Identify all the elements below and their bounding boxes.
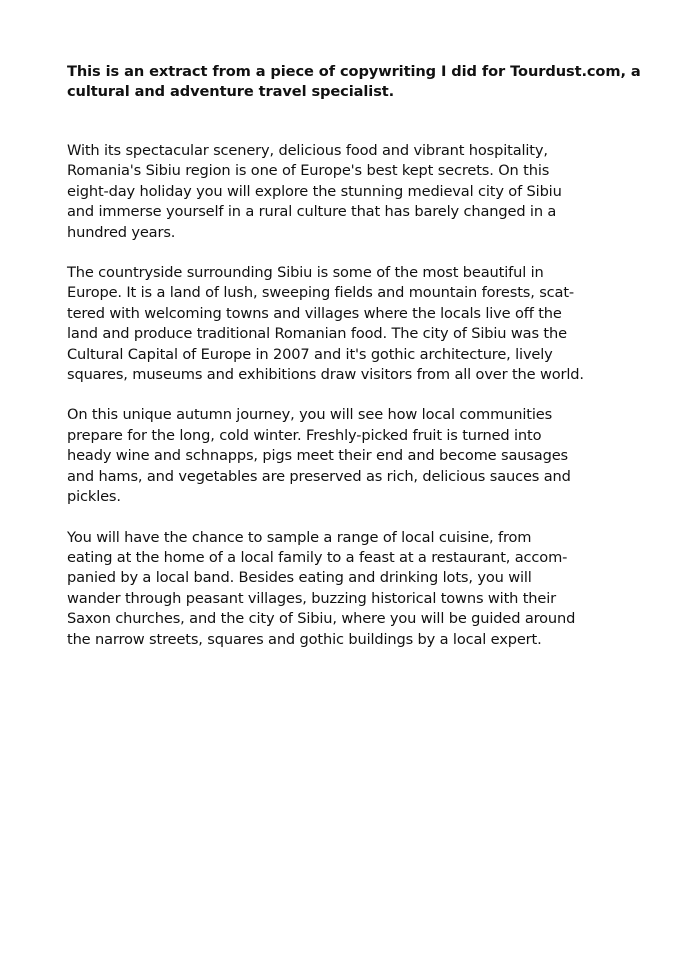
text-line: pickles.: [67, 488, 121, 506]
text-line: wander through peasant villages, buzzing historical towns with their: [67, 589, 556, 607]
text-line: With its spectacular scenery, delicious food and vibrant hospitality,: [67, 142, 548, 159]
text-line: The countryside surrounding Sibiu is some of the most beautiful in: [67, 264, 544, 282]
paragraph-3: [67, 405, 635, 507]
text-line: hundred years.: [67, 223, 176, 241]
intro-line: This is an extract from a piece of copywriting I did for Tourdust.com, a: [67, 63, 641, 80]
text-line: Romania's Sibiu region is one of Europe's best kept secrets. On this: [67, 162, 550, 180]
text-line: the narrow streets, squares and gothic buildings by a local expert.: [67, 630, 542, 648]
text-line: tered with welcoming towns and villages where the locals live off the: [67, 304, 562, 322]
text-line: eight-day holiday you will explore the stunning medieval city of Sibiu: [67, 182, 562, 200]
text-line: Saxon churches, and the city of Sibiu, where you will be guided around: [67, 610, 576, 628]
text-line: and hams, and vegetables are preserved as rich, delicious sauces and: [67, 467, 571, 485]
text-line: panied by a local band. Besides eating and drinking lots, you will: [67, 569, 532, 587]
paragraph-2: [67, 263, 635, 385]
text-line: You will have the chance to sample a range of local cuisine, from: [67, 528, 532, 546]
text-line: Europe. It is a land of lush, sweeping fields and mountain forests, scat-: [67, 284, 575, 302]
text-line: On this unique autumn journey, you will see how local communities: [67, 406, 553, 424]
intro-note: [67, 62, 641, 102]
paragraph-1: [67, 141, 635, 243]
text-line: eating at the home of a local family to a feast at a restaurant, accom-: [67, 548, 568, 566]
text-line: squares, museums and exhibitions draw visitors from all over the world.: [67, 366, 584, 384]
text-line: land and produce traditional Romanian food. The city of Sibiu was the: [67, 325, 567, 343]
paragraph-4: [67, 528, 635, 650]
text-line: heady wine and schnapps, pigs meet their end and become sausages: [67, 447, 568, 465]
document-page: [67, 62, 641, 670]
text-line: Cultural Capital of Europe in 2007 and it's gothic architecture, lively: [67, 345, 553, 363]
text-line: and immerse yourself in a rural culture that has barely changed in a: [67, 203, 557, 221]
text-line: prepare for the long, cold winter. Freshly-picked fruit is turned into: [67, 426, 542, 444]
intro-line: cultural and adventure travel specialist.: [67, 83, 395, 100]
